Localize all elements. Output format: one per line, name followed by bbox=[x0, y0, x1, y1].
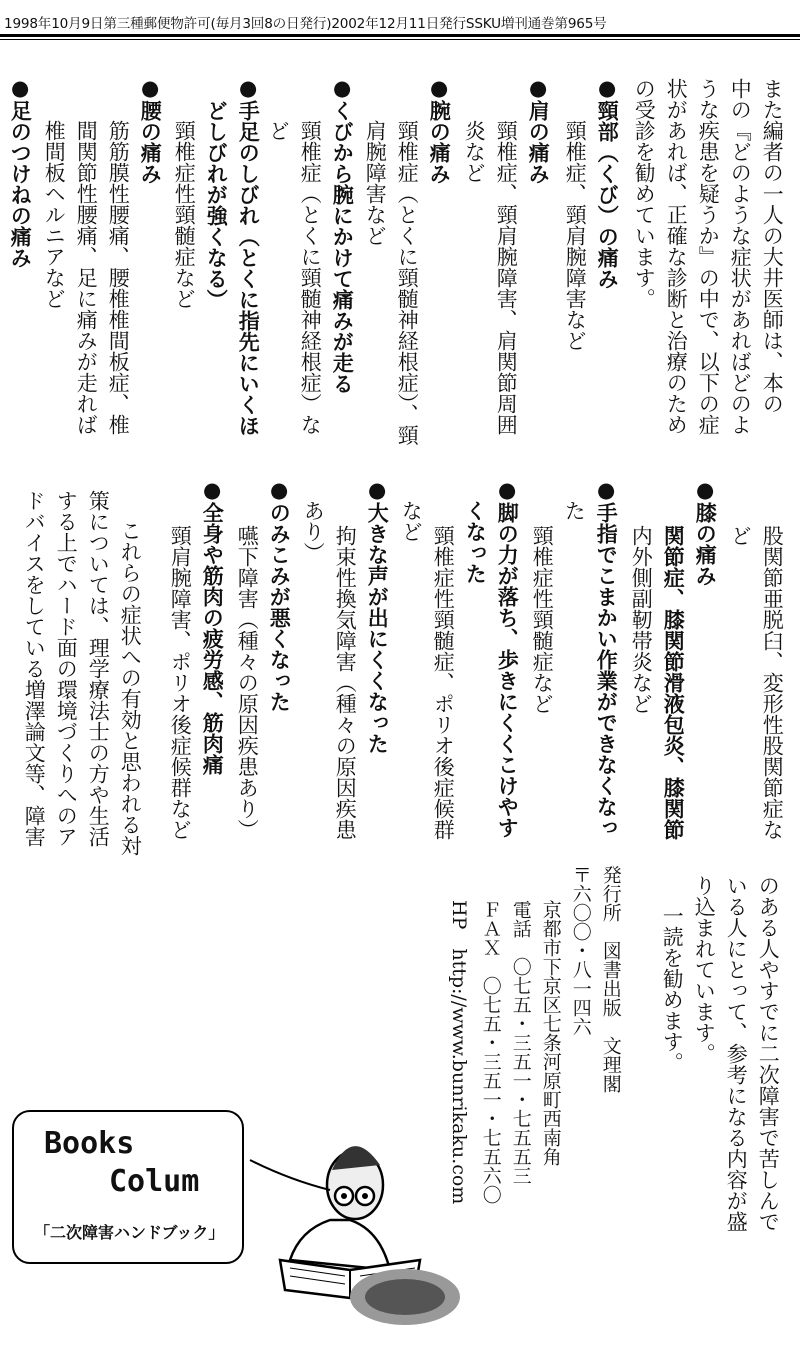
text-column: 間関節性腰痛、足に痛みが走れば bbox=[74, 120, 99, 435]
text-column: 頸椎症性頸髄症など bbox=[172, 120, 197, 309]
text-column: 嚥下障害（種々の原因疾患あり） bbox=[235, 525, 260, 840]
text-column: のある人やすでに二次障害で苦しんで bbox=[756, 875, 781, 1232]
text-column: ど bbox=[266, 120, 291, 141]
text-column: 中の『どのような症状があればどのよ bbox=[728, 78, 753, 435]
text-column: 拘束性換気障害（種々の原因疾患 bbox=[333, 525, 358, 840]
text-column: 状があれば、正確な診断と治療のため bbox=[664, 78, 689, 435]
text-column: 頸椎症（とくに頸髄神経根症）、頸 bbox=[395, 120, 420, 446]
text-column: 一読を勧めます。 bbox=[660, 905, 685, 1073]
text-column: 炎など bbox=[462, 120, 487, 183]
text-column: ●膝の痛み bbox=[693, 478, 718, 586]
colum-title: Colum bbox=[109, 1164, 200, 1199]
text-column: ●脚の力が落ち、歩きにくくこけやす bbox=[495, 478, 520, 838]
text-column: あり） bbox=[301, 500, 326, 563]
text-column: ●腰の痛み bbox=[138, 76, 163, 184]
text-column: ●全身や筋肉の疲労感、筋肉痛 bbox=[200, 478, 225, 775]
text-column: 策については、理学療法士の方や生活 bbox=[86, 490, 111, 847]
text-column: ●くびから腕にかけて痛みが走る bbox=[330, 76, 355, 394]
text-column: ドバイスをしている増澤論文等、障害 bbox=[22, 490, 47, 847]
text-column: どしびれが強くなる） bbox=[204, 100, 229, 310]
text-column: する上でハード面の環境づくりへのア bbox=[54, 490, 79, 847]
text-column: ●肩の痛み bbox=[526, 76, 551, 184]
text-column: 内外側副靭帯炎など bbox=[629, 525, 654, 714]
text-column: の受診を勧めています。 bbox=[632, 78, 657, 309]
text-column: ●頸部（くび）の痛み bbox=[595, 76, 620, 289]
publisher-line: 京都市下京区七条河原町西南角 bbox=[539, 900, 562, 1166]
text-column: ●大きな声が出にくくなった bbox=[365, 478, 390, 754]
text-column: ●腕の痛み bbox=[427, 76, 452, 184]
publisher-line: ＦＡＸ 〇七五・三五一・七五六〇 bbox=[479, 900, 502, 1204]
book-title: 「二次障害ハンドブック」 bbox=[34, 1223, 225, 1242]
text-column: うな疾患を疑うか』の中で、以下の症 bbox=[696, 78, 721, 435]
text-column: 肩腕障害など bbox=[363, 120, 388, 246]
text-column: ●足のつけねの痛み bbox=[8, 76, 33, 268]
text-column: 股関節亜脱臼、変形性股関節症な bbox=[760, 525, 785, 840]
publisher-line: HP http://www.bunrikaku.com bbox=[447, 900, 470, 1205]
text-column: いる人にとって、参考になる内容が盛 bbox=[724, 875, 749, 1232]
books-column-box bbox=[12, 1110, 244, 1264]
text-column: た bbox=[562, 500, 587, 521]
decorative-blob bbox=[345, 1262, 465, 1332]
text-column: など bbox=[399, 500, 424, 542]
text-column: 頸椎症性頸髄症、ポリオ後症候群 bbox=[431, 525, 456, 840]
text-column: ●手指でこまかい作業ができなくなっ bbox=[594, 478, 619, 838]
text-column: 頸椎症（とくに頸髄神経根症）な bbox=[298, 120, 323, 435]
text-column: 頸椎症、頸肩腕障害など bbox=[563, 120, 588, 351]
text-column: ●のみこみが悪くなった bbox=[267, 478, 292, 712]
text-column: くなった bbox=[463, 500, 488, 584]
text-column: これらの症状への有効と思われる対 bbox=[118, 520, 143, 856]
text-column: ●手足のしびれ（とくに指先にいくほ bbox=[236, 76, 261, 436]
header-rule-thin bbox=[0, 39, 800, 40]
text-column: 関節症、膝関節滑液包炎、膝関節 bbox=[661, 525, 686, 840]
text-column: 頸椎症性頸髄症など bbox=[530, 525, 555, 714]
text-column: 椎間板ヘルニアなど bbox=[42, 120, 67, 309]
publisher-line: 発行所 図書出版 文理閣 bbox=[599, 865, 622, 1093]
text-column: 頸椎症、頸肩腕障害、肩関節周囲 bbox=[494, 120, 519, 435]
publisher-line: 〒六〇〇・八一四六 bbox=[569, 865, 592, 1036]
text-column: 筋筋膜性腰痛、腰椎椎間板症、椎 bbox=[106, 120, 131, 435]
page-header: 1998年10月9日第三種郵便物許可(毎月3回8の日発行)2002年12月11日発行SSKU増刊通巻第965号 bbox=[4, 16, 607, 32]
publisher-line: 電話 〇七五・三五一・七五五三 bbox=[509, 900, 532, 1185]
text-column: 頸肩腕障害、ポリオ後症候群など bbox=[168, 525, 193, 840]
text-column: り込まれています。 bbox=[692, 875, 717, 1064]
books-title: Books bbox=[44, 1126, 135, 1161]
text-column: ど bbox=[728, 525, 753, 546]
header-rule bbox=[0, 34, 800, 37]
text-column: また編者の一人の大井医師は、本の bbox=[760, 78, 785, 414]
